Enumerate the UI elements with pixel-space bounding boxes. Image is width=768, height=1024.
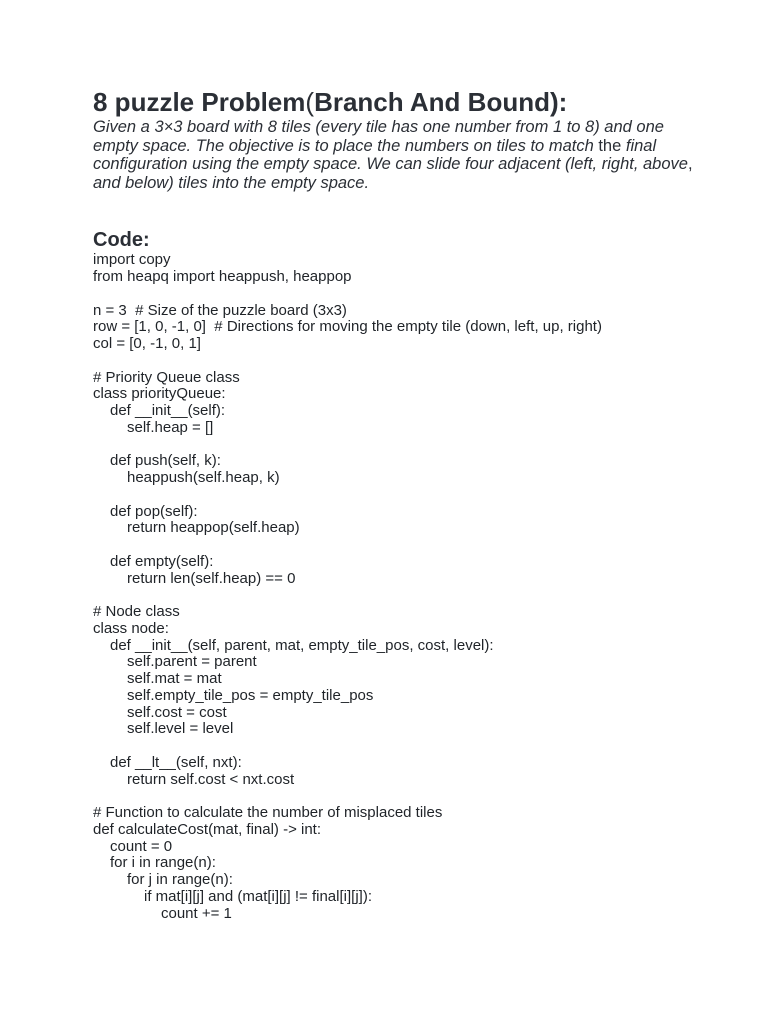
description-comma: , bbox=[687, 155, 693, 174]
document-title bbox=[93, 86, 693, 118]
code-line: def __init__(self, parent, mat, empty_tile_pos, cost, level): bbox=[110, 636, 494, 654]
code-line: heappush(self.heap, k) bbox=[127, 469, 280, 487]
code-comment: # Function to calculate the number of misplaced tiles bbox=[93, 804, 443, 822]
title-paren: ( bbox=[305, 87, 315, 117]
code-line bbox=[93, 487, 693, 504]
code-line: from heapq import heappush, heappop bbox=[93, 268, 352, 286]
code-line: self.cost = cost bbox=[127, 703, 227, 721]
description-the: the bbox=[598, 136, 622, 155]
code-line: count = 0 bbox=[110, 837, 173, 855]
code-line: self.level = level bbox=[127, 720, 234, 738]
code-line: count += 1 bbox=[161, 904, 232, 922]
code-line: self.empty_tile_pos = empty_tile_pos bbox=[127, 686, 374, 704]
code-line: return self.cost < nxt.cost bbox=[127, 770, 295, 788]
code-line: def __lt__(self, nxt): bbox=[110, 753, 242, 771]
code-comment: # Priority Queue class bbox=[93, 368, 240, 386]
code-line: return len(self.heap) == 0 bbox=[127, 569, 296, 587]
code-line: def __init__(self): bbox=[110, 402, 226, 420]
code-line: if mat[i][j] and (mat[i][j] != final[i][j]): bbox=[144, 887, 372, 905]
code-line bbox=[93, 738, 693, 755]
code-line: row = [1, 0, -1, 0] # Directions for moving the empty tile (down, left, up, right) bbox=[93, 318, 602, 336]
description-part-1: Given a 3×3 board with 8 tiles (every tile has one number from 1 to 8) and one empty space. The objective is to place the numbers on tiles to match bbox=[93, 118, 664, 155]
code-line: self.parent = parent bbox=[127, 653, 257, 671]
title-part-2: Branch And Bound): bbox=[314, 87, 568, 117]
code-line: return heappop(self.heap) bbox=[127, 519, 300, 537]
code-line bbox=[93, 437, 693, 454]
code-line: col = [0, -1, 0, 1] bbox=[93, 335, 201, 353]
code-line: n = 3 # Size of the puzzle board (3x3) bbox=[93, 301, 347, 319]
description-part-2: final configuration using the empty space. We can slide four adjacent (left, right, above bbox=[93, 136, 688, 174]
code-line: class node: bbox=[93, 619, 169, 637]
code-line: class priorityQueue: bbox=[93, 385, 226, 403]
code-line bbox=[93, 537, 693, 554]
code-line: self.heap = [] bbox=[127, 418, 214, 436]
code-line bbox=[93, 353, 693, 370]
code-line: self.mat = mat bbox=[127, 670, 222, 688]
document-page bbox=[93, 86, 693, 922]
code-comment: # Node class bbox=[93, 603, 180, 621]
code-line bbox=[93, 286, 693, 303]
code-line: def pop(self): bbox=[110, 502, 198, 520]
description-part-3: and below) tiles into the empty space. bbox=[93, 173, 370, 192]
code-line: for j in range(n): bbox=[127, 871, 233, 889]
title-part-1: 8 puzzle Problem bbox=[93, 87, 306, 117]
problem-description bbox=[93, 118, 693, 192]
code-line: import copy bbox=[93, 251, 171, 269]
code-block bbox=[93, 252, 693, 922]
code-line bbox=[93, 587, 693, 604]
code-line: def calculateCost(mat, final) -> int: bbox=[93, 820, 322, 838]
code-line: for i in range(n): bbox=[110, 854, 216, 872]
code-line bbox=[93, 788, 693, 805]
code-line: def push(self, k): bbox=[110, 452, 221, 470]
code-heading: Code: bbox=[93, 229, 150, 252]
code-line: def empty(self): bbox=[110, 552, 214, 570]
